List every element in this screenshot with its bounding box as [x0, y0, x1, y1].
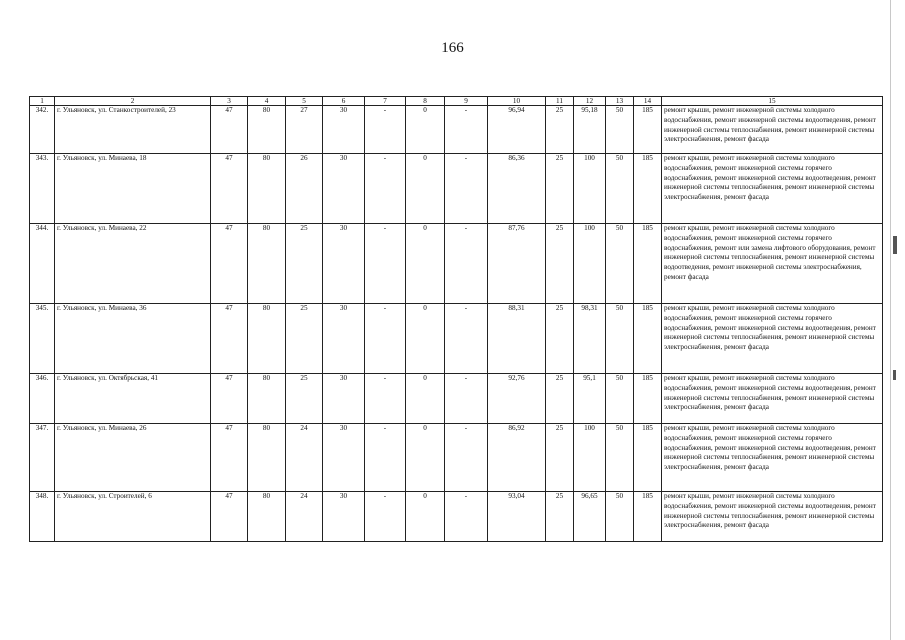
table-cell: 30: [323, 304, 365, 374]
column-header: 11: [546, 97, 574, 106]
table-row: [30, 224, 883, 304]
table-cell: 30: [323, 374, 365, 424]
table-cell: 96,94: [488, 106, 546, 154]
table-cell: 80: [248, 304, 286, 374]
column-header: 13: [606, 97, 634, 106]
document-table: [29, 96, 883, 542]
table-cell: 30: [323, 224, 365, 304]
scan-mark: [893, 236, 897, 254]
row-number: 348.: [30, 492, 55, 542]
address-cell: г. Ульяновск, ул. Минаева, 18: [55, 154, 211, 224]
row-number: 343.: [30, 154, 55, 224]
column-header: 15: [662, 97, 883, 106]
table-cell: 25: [546, 492, 574, 542]
table-cell: 80: [248, 224, 286, 304]
table-cell: 47: [211, 224, 248, 304]
table-row: [30, 374, 883, 424]
table-cell: 24: [286, 424, 323, 492]
table-cell: 185: [634, 304, 662, 374]
table-cell: 25: [546, 424, 574, 492]
table-cell: 80: [248, 424, 286, 492]
table-cell: 80: [248, 374, 286, 424]
table-cell: -: [445, 374, 488, 424]
table-cell: 47: [211, 304, 248, 374]
table-cell: 25: [286, 224, 323, 304]
table-cell: 27: [286, 106, 323, 154]
table-cell: -: [365, 106, 406, 154]
table-cell: 0: [406, 492, 445, 542]
column-header: 9: [445, 97, 488, 106]
address-cell: г. Ульяновск, ул. Октябрьская, 41: [55, 374, 211, 424]
table-cell: 50: [606, 374, 634, 424]
table-row: [30, 304, 883, 374]
address-cell: г. Ульяновск, ул. Станкостроителей, 23: [55, 106, 211, 154]
table-header: [30, 97, 883, 106]
table-row: [30, 106, 883, 154]
table-cell: 80: [248, 154, 286, 224]
column-header: 2: [55, 97, 211, 106]
table-cell: 50: [606, 224, 634, 304]
table-cell: 95,18: [574, 106, 606, 154]
column-header: 5: [286, 97, 323, 106]
row-number: 342.: [30, 106, 55, 154]
table-cell: 100: [574, 154, 606, 224]
scan-edge-line: [890, 0, 891, 640]
page-number: 166: [441, 40, 464, 56]
table-cell: 0: [406, 154, 445, 224]
work-description-cell: ремонт крыши, ремонт инженерной системы холодного водоснабжения, ремонт инженерной системы горячего водоснабжения, ремонт инженерной системы водоотведения, ремонт инженерной системы теплоснабжения, ремонт инженерной системы электроснабжения, ремонт фасада: [662, 424, 883, 492]
table-cell: -: [445, 304, 488, 374]
table-cell: 0: [406, 424, 445, 492]
column-header: 10: [488, 97, 546, 106]
table-cell: 95,1: [574, 374, 606, 424]
table-cell: 47: [211, 154, 248, 224]
table-cell: 25: [546, 154, 574, 224]
work-description-cell: ремонт крыши, ремонт инженерной системы холодного водоснабжения, ремонт инженерной системы горячего водоснабжения, ремонт инженерной системы водоотведения, ремонт инженерной системы теплоснабжения, ремонт инженерной системы электроснабжения, ремонт фасада: [662, 154, 883, 224]
table-cell: 47: [211, 374, 248, 424]
table-cell: 25: [546, 224, 574, 304]
work-description-cell: ремонт крыши, ремонт инженерной системы холодного водоснабжения, ремонт инженерной системы водоотведения, ремонт инженерной системы теплоснабжения, ремонт инженерной системы электроснабжения, ремонт фасада: [662, 374, 883, 424]
work-description-cell: ремонт крыши, ремонт инженерной системы холодного водоснабжения, ремонт инженерной системы горячего водоснабжения, ремонт инженерной системы водоотведения, ремонт инженерной системы теплоснабжения, ремонт инженерной системы электроснабжения, ремонт фасада: [662, 304, 883, 374]
table-row: [30, 492, 883, 542]
table-cell: -: [365, 154, 406, 224]
table-cell: 25: [546, 374, 574, 424]
table-cell: 30: [323, 424, 365, 492]
table-cell: 96,65: [574, 492, 606, 542]
table-cell: 0: [406, 304, 445, 374]
table-cell: 100: [574, 424, 606, 492]
scan-mark: [893, 370, 896, 380]
table-cell: 185: [634, 374, 662, 424]
table-cell: 26: [286, 154, 323, 224]
column-header: 14: [634, 97, 662, 106]
table-cell: 25: [546, 106, 574, 154]
table-cell: -: [365, 374, 406, 424]
table-row: [30, 154, 883, 224]
table-cell: 30: [323, 154, 365, 224]
table-cell: 0: [406, 106, 445, 154]
table-cell: 25: [286, 374, 323, 424]
table-cell: 185: [634, 154, 662, 224]
table-cell: 30: [323, 492, 365, 542]
table-cell: 80: [248, 492, 286, 542]
table-cell: 47: [211, 424, 248, 492]
header-row: [30, 97, 883, 106]
table-cell: -: [365, 304, 406, 374]
table-cell: 50: [606, 304, 634, 374]
address-cell: г. Ульяновск, ул. Строителей, 6: [55, 492, 211, 542]
work-description-cell: ремонт крыши, ремонт инженерной системы холодного водоснабжения, ремонт инженерной системы водоотведения, ремонт инженерной системы теплоснабжения, ремонт инженерной системы электроснабжения, ремонт фасада: [662, 106, 883, 154]
table-cell: 25: [286, 304, 323, 374]
table-cell: 30: [323, 106, 365, 154]
column-header: 4: [248, 97, 286, 106]
table-cell: -: [365, 492, 406, 542]
table-cell: 86,92: [488, 424, 546, 492]
row-number: 345.: [30, 304, 55, 374]
table-cell: 47: [211, 492, 248, 542]
table-cell: -: [445, 492, 488, 542]
table-cell: 92,76: [488, 374, 546, 424]
table-cell: 88,31: [488, 304, 546, 374]
address-cell: г. Ульяновск, ул. Минаева, 36: [55, 304, 211, 374]
row-number: 347.: [30, 424, 55, 492]
column-header: 8: [406, 97, 445, 106]
column-header: 12: [574, 97, 606, 106]
table-cell: 185: [634, 106, 662, 154]
table-cell: 50: [606, 424, 634, 492]
work-description-cell: ремонт крыши, ремонт инженерной системы холодного водоснабжения, ремонт инженерной системы горячего водоснабжения, ремонт или замена лифтового оборудования, ремонт инженерной системы теплоснабжения, ремонт инженерной системы водоотведения, ремонт инженерной системы электроснабжения, ремонт фасада: [662, 224, 883, 304]
row-number: 346.: [30, 374, 55, 424]
table-cell: 185: [634, 224, 662, 304]
table-cell: -: [445, 154, 488, 224]
table-cell: -: [365, 224, 406, 304]
table-cell: 0: [406, 224, 445, 304]
table-cell: 87,76: [488, 224, 546, 304]
table-cell: 24: [286, 492, 323, 542]
work-description-cell: ремонт крыши, ремонт инженерной системы холодного водоснабжения, ремонт инженерной системы водоотведения, ремонт инженерной системы теплоснабжения, ремонт инженерной системы электроснабжения, ремонт фасада: [662, 492, 883, 542]
address-cell: г. Ульяновск, ул. Минаева, 26: [55, 424, 211, 492]
table-cell: -: [445, 424, 488, 492]
table-cell: 93,04: [488, 492, 546, 542]
table-cell: 47: [211, 106, 248, 154]
table-cell: 0: [406, 374, 445, 424]
table-cell: 185: [634, 424, 662, 492]
table-cell: 100: [574, 224, 606, 304]
table-row: [30, 424, 883, 492]
column-header: 1: [30, 97, 55, 106]
document-table-wrapper: [29, 96, 883, 542]
table-cell: 86,36: [488, 154, 546, 224]
table-cell: -: [445, 106, 488, 154]
table-cell: 50: [606, 106, 634, 154]
table-cell: 98,31: [574, 304, 606, 374]
address-cell: г. Ульяновск, ул. Минаева, 22: [55, 224, 211, 304]
table-cell: 185: [634, 492, 662, 542]
table-cell: 80: [248, 106, 286, 154]
row-number: 344.: [30, 224, 55, 304]
table-cell: -: [365, 424, 406, 492]
column-header: 6: [323, 97, 365, 106]
table-body: [30, 106, 883, 542]
column-header: 3: [211, 97, 248, 106]
table-cell: 50: [606, 154, 634, 224]
table-cell: 25: [546, 304, 574, 374]
table-cell: -: [445, 224, 488, 304]
table-cell: 50: [606, 492, 634, 542]
column-header: 7: [365, 97, 406, 106]
